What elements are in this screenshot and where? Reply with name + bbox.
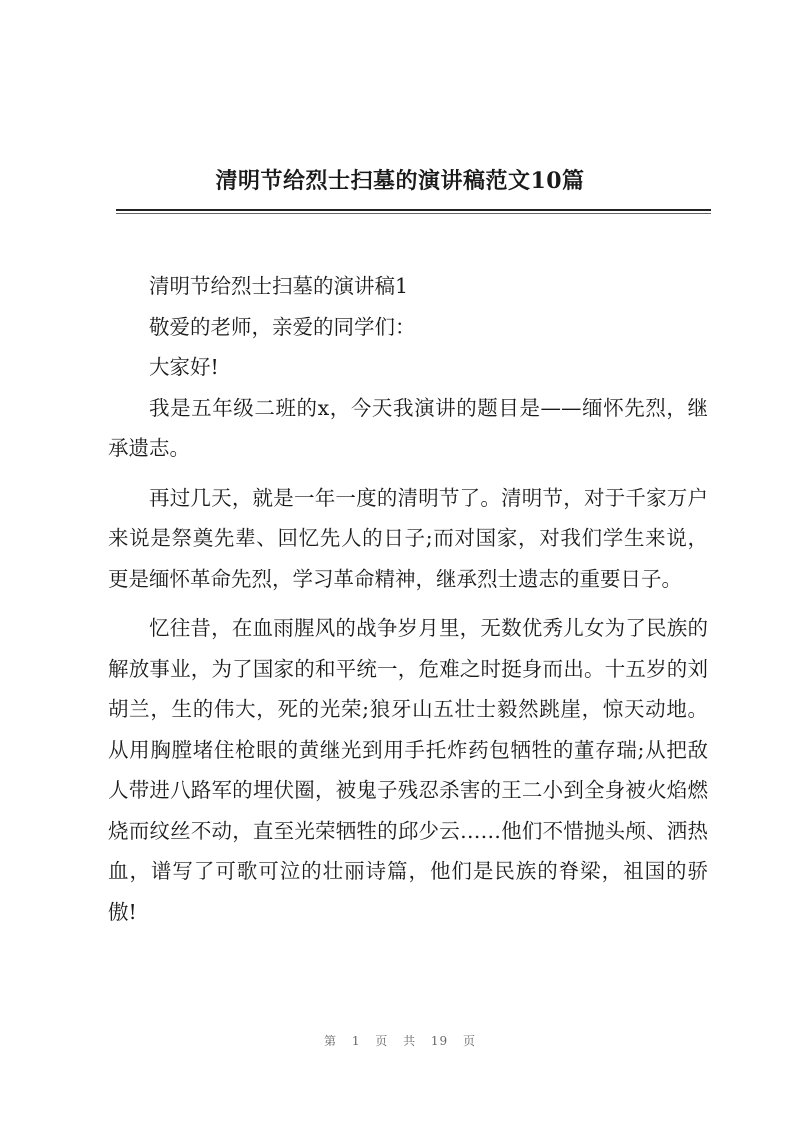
- paragraph-heading: 清明节给烈士扫墓的演讲稿1: [149, 274, 409, 298]
- paragraph-greeting: 大家好!: [149, 355, 219, 379]
- document-title: 清明节给烈士扫墓的演讲稿范文10篇: [215, 168, 585, 194]
- paragraph-salutation: 敬爱的老师，亲爱的同学们：: [149, 314, 416, 339]
- document-body: [108, 266, 708, 932]
- title-divider-thin: [116, 213, 711, 214]
- page-footer: 第 1 页 共 19 页: [324, 1034, 476, 1048]
- paragraph-qingming: 再过几天，就是一年一度的清明节了。清明节，对于千家万户来说是祭奠先辈、回忆先人的日子;而对国家，对我们学生来说，更是缅怀革命先烈，学习革命精神，继承烈士遗志的重要日子。: [108, 485, 708, 591]
- paragraph-intro: 我是五年级二班的x，今天我演讲的题目是——缅怀先烈，继承遗志。: [108, 395, 708, 460]
- title-divider: [116, 209, 711, 211]
- paragraph-history: 忆往昔，在血雨腥风的战争岁月里，无数优秀儿女为了民族的解放事业，为了国家的和平统一，危难之时挺身而出。十五岁的刘胡兰，生的伟大，死的光荣;狼牙山五壮士毅然跳崖，惊天动地。从用胸膛堵住枪眼的黄继光到用手托炸药包牺牲的董存瑞;从把敌人带进八路军的埋伏圈，被鬼子残忍杀害的王二小到全身被火焰燃烧而纹丝不动，直至光荣牺牲的邱少云……他们不惜抛头颅、洒热血，谱写了可歌可泣的壮丽诗篇，他们是民族的脊梁，祖国的骄傲!: [108, 616, 708, 924]
